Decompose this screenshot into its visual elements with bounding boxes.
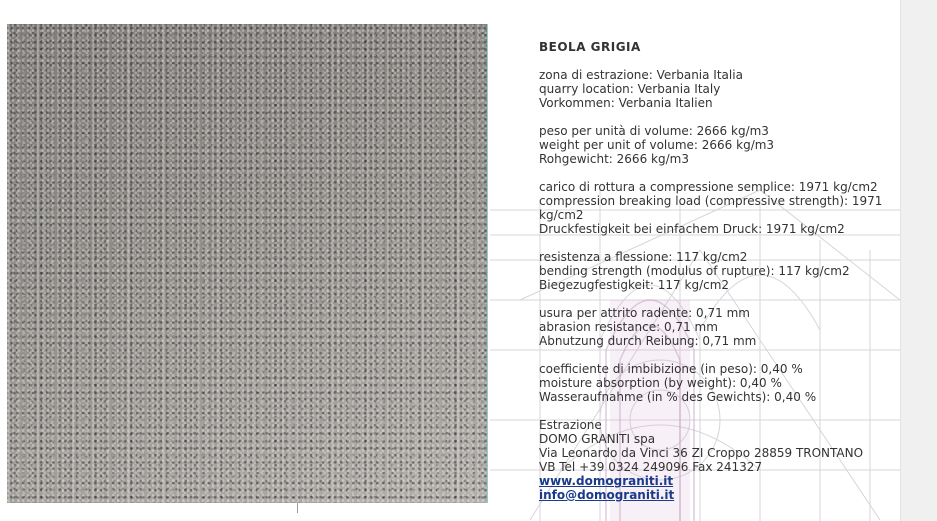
divider-tick	[297, 503, 298, 513]
product-info	[539, 40, 899, 516]
spec-line: compression breaking load (compressive strength): 1971 kg/cm2	[539, 194, 883, 222]
spec-line: Abnutzung durch Reibung: 0,71 mm	[539, 334, 757, 348]
contact-block	[539, 418, 899, 502]
spec-line: carico di rottura a compressione semplice: 1971 kg/cm2	[539, 180, 878, 194]
spec-line: moisture absorption (by weight): 0,40 %	[539, 376, 782, 390]
spec-line: peso per unità di volume: 2666 kg/m3	[539, 124, 769, 138]
spec-line: Wasseraufnahme (in % des Gewichts): 0,40 %	[539, 390, 817, 404]
spec-block-bending	[539, 250, 899, 292]
spec-line: quarry location: Verbania Italy	[539, 82, 721, 96]
spec-block-quarry	[539, 68, 899, 110]
spec-line: bending strength (modulus of rupture): 117 kg/cm2	[539, 264, 850, 278]
spec-line: Rohgewicht: 2666 kg/m3	[539, 152, 689, 166]
spec-block-abrasion	[539, 306, 899, 348]
spec-line: Biegezugfestigkeit: 117 kg/cm2	[539, 278, 730, 292]
image-edge-line	[487, 24, 488, 503]
company-name: DOMO GRANITI spa	[539, 432, 656, 446]
spec-block-compression	[539, 180, 899, 236]
spec-line: usura per attrito radente: 0,71 mm	[539, 306, 750, 320]
product-title: BEOLA GRIGIA	[539, 40, 641, 54]
spec-block-weight	[539, 124, 899, 166]
contact-heading: Estrazione	[539, 418, 602, 432]
company-address: Via Leonardo da Vinci 36 ZI Croppo 28859 TRONTANO	[539, 446, 864, 460]
spec-line: Druckfestigkeit bei einfachem Druck: 1971 kg/cm2	[539, 222, 845, 236]
email-link[interactable]: info@domograniti.it	[539, 488, 675, 502]
website-link[interactable]: www.domograniti.it	[539, 474, 674, 488]
vertical-scrollbar[interactable]	[900, 0, 937, 521]
spec-line: weight per unit of volume: 2666 kg/m3	[539, 138, 775, 152]
stone-sample-image	[7, 24, 487, 503]
spec-line: abrasion resistance: 0,71 mm	[539, 320, 718, 334]
company-phone: VB Tel +39 0324 249096 Fax 241327	[539, 460, 763, 474]
spec-line: zona di estrazione: Verbania Italia	[539, 68, 743, 82]
spec-line: coefficiente di imbibizione (in peso): 0,40 %	[539, 362, 803, 376]
spec-line: resistenza a flessione: 117 kg/cm2	[539, 250, 748, 264]
spec-line: Vorkommen: Verbania Italien	[539, 96, 713, 110]
spec-block-moisture	[539, 362, 899, 404]
